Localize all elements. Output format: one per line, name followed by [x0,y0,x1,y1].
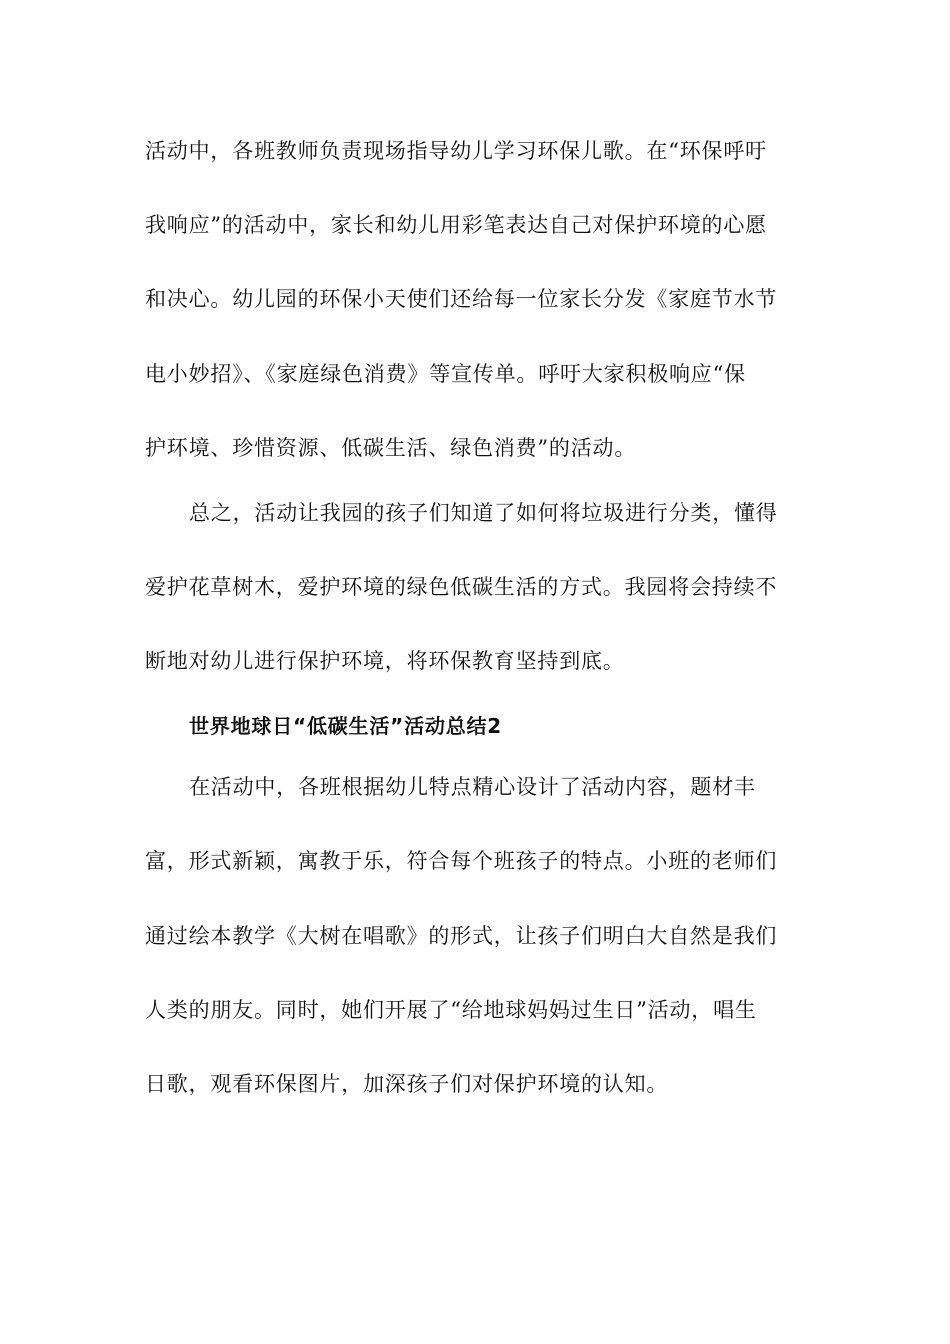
paragraph-line: 富，形式新颖，寓教于乐，符合每个班孩子的特点。小班的老师们 [145,849,778,873]
paragraph-line: 电小妙招》、《家庭绿色消费》等宣传单。呼吁大家积极响应“保 [145,362,746,386]
paragraph-line: 通过绘本教学《大树在唱歌》的形式，让孩子们明白大自然是我们 [145,924,778,948]
paragraph-line: 日歌，观看环保图片，加深孩子们对保护环境的认知。 [145,1072,669,1096]
paragraph-line: 我响应”的活动中，家长和幼儿用彩笔表达自己对保护环境的心愿 [145,213,767,237]
paragraph-line: 断地对幼儿进行保护环境，将环保教育坚持到底。 [145,649,625,673]
paragraph-line: 在活动中，各班根据幼儿特点精心设计了活动内容，题材丰 [189,775,756,799]
paragraph-line: 总之，活动让我园的孩子们知道了如何将垃圾进行分类，懂得 [189,501,778,525]
paragraph-line: 活动中，各班教师负责现场指导幼儿学习环保儿歌。在“环保呼吁 [145,139,767,163]
paragraph-line: 护环境、珍惜资源、低碳生活、绿色消费”的活动。 [145,436,637,460]
paragraph-line: 和决心。幼儿园的环保小天使们还给每一位家长分发《家庭节水节 [145,287,778,311]
paragraph-line: 爱护花草树木，爱护环境的绿色低碳生活的方式。我园将会持续不 [145,575,778,599]
paragraph-line: 人类的朋友。同时，她们开展了“给地球妈妈过生日”活动，唱生 [145,998,757,1022]
section-heading: 世界地球日“低碳生活”活动总结2 [189,714,503,738]
